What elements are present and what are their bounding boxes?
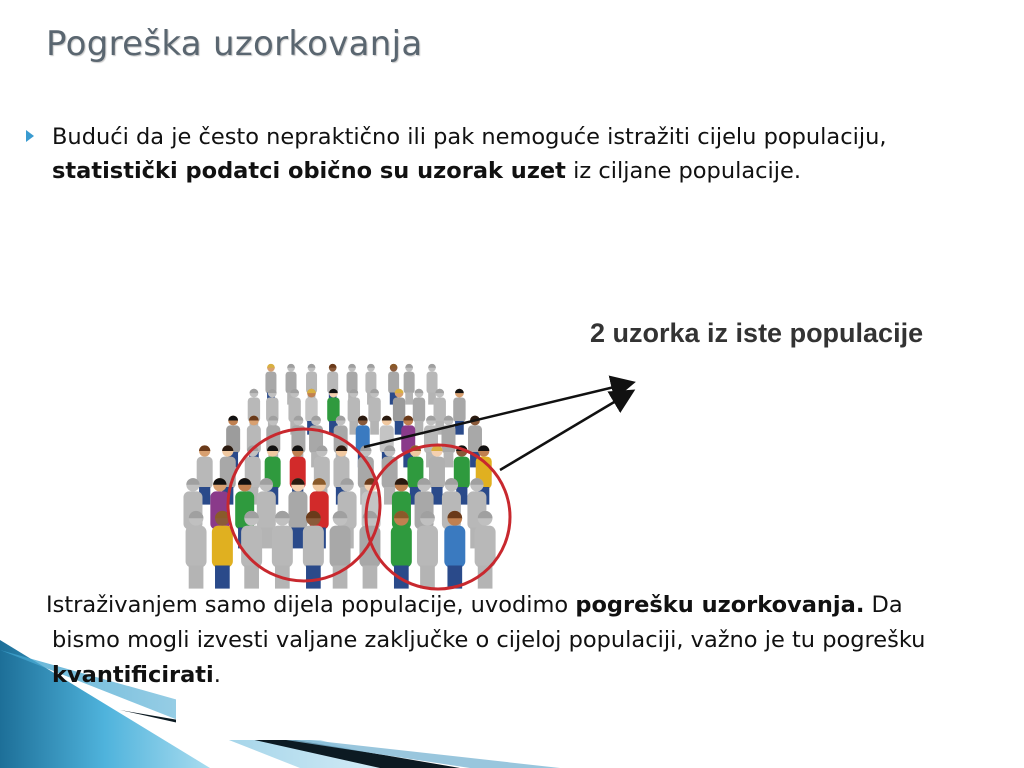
person-body: [272, 526, 293, 568]
person-legs: [444, 452, 454, 467]
person-hair: [267, 364, 275, 368]
bullet-text-bold: statistički podatci obično su uzorak uzet: [52, 158, 566, 184]
person-hair: [415, 389, 424, 393]
bullet-text-part1: Budući da je često nepraktično ili pak nemoguće istražiti cijelu populaciju,: [52, 124, 887, 150]
person-hair: [308, 364, 316, 368]
person-body: [404, 372, 415, 394]
person-body: [257, 491, 276, 529]
person-body: [427, 372, 438, 394]
person-body: [417, 526, 438, 568]
person-body: [288, 491, 307, 529]
person-legs: [415, 421, 424, 435]
person-legs: [455, 421, 464, 435]
person-legs: [189, 566, 204, 589]
para2-part1: Istraživanjem samo dijela populacije, uvodimo: [46, 592, 576, 618]
person-hair: [287, 364, 295, 368]
person-body: [348, 397, 360, 422]
person-body: [359, 526, 380, 568]
person-hair: [199, 445, 210, 451]
person-body: [391, 526, 412, 568]
person-hair: [348, 364, 356, 368]
person-hair: [250, 389, 259, 393]
person-body: [330, 526, 351, 568]
person-body: [429, 457, 445, 489]
person-body: [444, 526, 465, 568]
bullet-arrow-icon: [26, 130, 34, 142]
person-legs: [420, 566, 435, 589]
person-body: [413, 397, 425, 422]
person-legs: [215, 566, 230, 589]
person-hair: [390, 364, 398, 368]
person-hair: [367, 364, 375, 368]
person-hair: [329, 364, 337, 368]
para2-bold2: kvantificirati: [52, 662, 214, 688]
person-legs: [244, 566, 259, 589]
para2-part2: Da bismo mogli izvesti valjane zaključke o cijeloj populaciji, važno je tu pogrešku: [52, 592, 926, 653]
person-hair: [275, 511, 290, 518]
person-hair: [428, 364, 436, 368]
sampling-error-paragraph: [46, 588, 952, 693]
person-legs: [370, 421, 379, 435]
person-legs: [363, 566, 378, 589]
person-body: [212, 526, 233, 568]
white-overlay-box: [176, 692, 416, 740]
para2-part3: .: [213, 662, 221, 688]
person-body: [186, 526, 207, 568]
person-body: [303, 526, 324, 568]
crowd-illustration: [176, 345, 526, 595]
person-hair: [405, 364, 413, 368]
person-hair: [382, 416, 392, 421]
person-legs: [291, 528, 304, 549]
person-hair: [228, 416, 238, 421]
para2-bold1: pogrešku uzorkovanja.: [575, 592, 865, 618]
slide-title: Pogreška uzorkovanja: [46, 24, 423, 64]
person-legs: [306, 566, 321, 589]
person-body: [441, 425, 455, 453]
person-body: [475, 526, 496, 568]
person-legs: [405, 393, 413, 405]
person-hair: [470, 416, 480, 421]
person-body: [393, 397, 405, 422]
person-hair: [455, 389, 464, 393]
bullet-paragraph: [52, 120, 952, 188]
figure-label: 2 uzorka iz iste populacije: [590, 318, 924, 348]
bullet-text-part2: iz ciljane populacije.: [565, 158, 801, 184]
person-body: [368, 397, 380, 422]
person-body: [453, 397, 465, 422]
